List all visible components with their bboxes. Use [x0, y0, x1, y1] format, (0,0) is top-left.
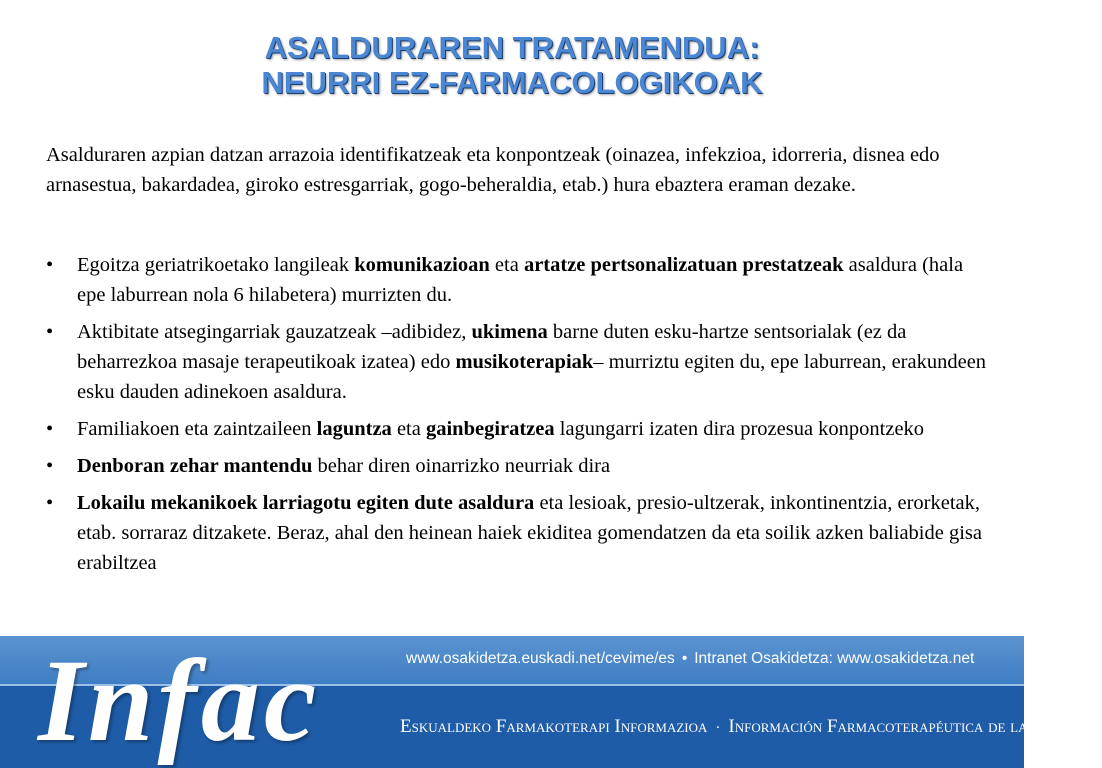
- organization-name-spanish: Información Farmacoterapéutica de la Comarca: [728, 716, 1102, 737]
- bullet-4-bold-1: Denboran zehar mantendu: [77, 455, 313, 477]
- intro-paragraph: Asalduraren azpian datzan arrazoia identifikatzeak eta konpontzeak (oinazea, infekzioa, idorreria, disnea edo arnasestua, bakardadea, giroko estresgarriak, gogo-beheraldia, etab.) hura ebaztera eraman dezake.: [46, 144, 940, 196]
- bullet-3-bold-2: gainbegiratzea: [425, 418, 555, 440]
- bullet-3-text-2: eta: [391, 418, 426, 440]
- bullet-2-bold-1: ukimena: [471, 321, 548, 343]
- organization-separator: ·: [715, 720, 721, 736]
- bullet-dot-icon: •: [46, 492, 54, 514]
- slide-title: [0, 30, 1024, 100]
- bullet-4-text-2: behar diren oinarrizko neurriak dira: [312, 455, 611, 477]
- bullet-dot-icon: •: [46, 418, 54, 440]
- footer-banner: [0, 635, 1102, 768]
- slide-title-line-1: ASALDURAREN TRATAMENDUA:: [264, 30, 760, 65]
- bullet-5-bold-1: Lokailu mekanikoek larriagotu egiten dute asaldura: [77, 492, 535, 514]
- bullet-2-bold-2: musikoterapiak: [455, 351, 594, 373]
- bullet-item-3: [46, 414, 996, 444]
- slide-title-line-2: NEURRI EZ-FARMACOLOGIKOAK: [261, 65, 763, 100]
- bullet-item-5: [46, 488, 996, 578]
- bullet-1-bold-2: artatze pertsonalizatuan prestatzeak: [523, 254, 844, 276]
- bullet-dot-icon: •: [46, 254, 54, 276]
- bullet-dot-icon: •: [46, 455, 54, 477]
- cevime-link[interactable]: www.osakidetza.euskadi.net/cevime/es: [406, 650, 675, 667]
- bullet-3-bold-1: laguntza: [316, 418, 392, 440]
- infac-logo: Infac: [38, 635, 321, 766]
- organization-name-basque: Eskualdeko Farmakoterapi Informazioa: [400, 716, 708, 737]
- bullet-2-text-2: barne duten esku-hartze sentsorialak (ez da beharrezkoa masaje terapeutikoak izatea) edo: [77, 321, 907, 373]
- bullet-item-4: [46, 451, 996, 481]
- bullet-list: [46, 250, 996, 585]
- bullet-2-text-1: Aktibitate atsegingarriak gauzatzeak –adibidez,: [77, 321, 472, 343]
- bullet-2-text-3: – murriztu egiten du, epe laburrean, erakundeen esku dauden adinekoen asaldura.: [77, 351, 987, 403]
- organization-name: [400, 716, 1102, 738]
- bullet-1-text-3: asaldura (hala epe laburrean nola 6 hilabetera) murrizten du.: [77, 254, 964, 306]
- bullet-1-bold-1: komunikazioan: [354, 254, 490, 276]
- bullet-3-text-3: lagungarri izaten dira prozesua konpontzeko: [554, 418, 925, 440]
- bullet-1-text-1: Egoitza geriatrikoetako langileak: [77, 254, 355, 276]
- bullet-dot-icon: •: [46, 321, 54, 343]
- footer-links: [406, 650, 974, 668]
- bullet-item-2: [46, 317, 996, 407]
- bullet-3-text-1: Familiakoen eta zaintzaileen: [77, 418, 317, 440]
- bullet-1-text-2: eta: [489, 254, 524, 276]
- bullet-item-1: [46, 250, 996, 310]
- intranet-link[interactable]: Intranet Osakidetza: www.osakidetza.net: [694, 650, 975, 667]
- link-separator: •: [681, 650, 688, 667]
- bullet-5-text-2: eta lesioak, presio-ultzerak, inkontinentzia, erorketak, etab. sorraraz ditzakete. Beraz, ahal den heinean haiek ekiditea gomendatzen da eta soilik azken baliabide gisa erabiltzea: [77, 492, 982, 574]
